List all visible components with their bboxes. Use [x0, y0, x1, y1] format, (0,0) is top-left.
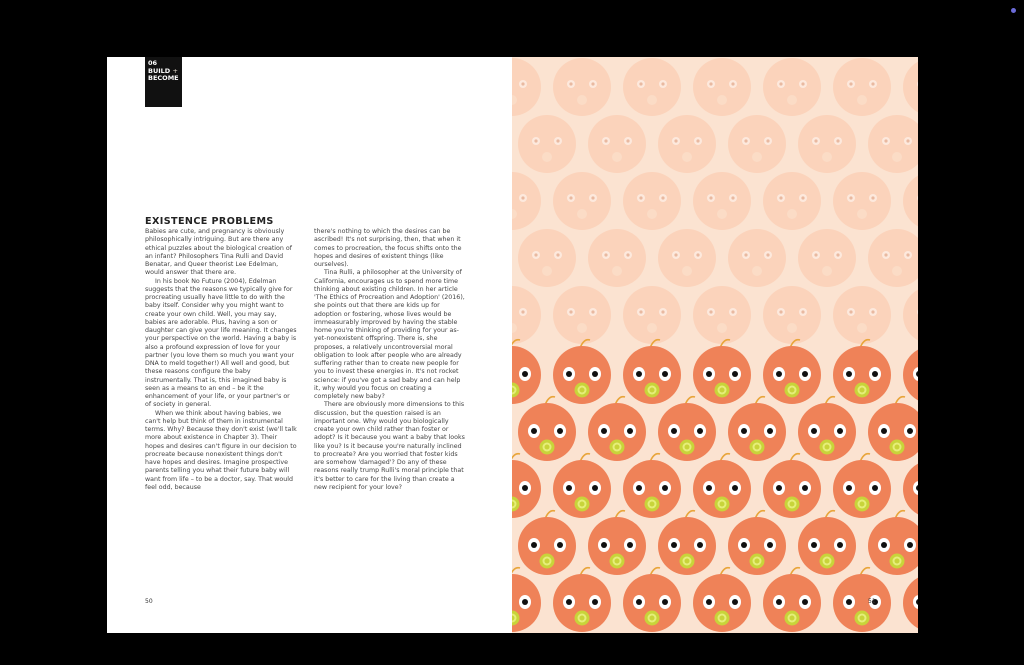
pale-pupil [591, 82, 594, 85]
pale-pacifier [752, 266, 762, 276]
eye-pupil [872, 371, 878, 377]
baby-face [728, 511, 786, 575]
pale-pupil [661, 82, 664, 85]
eye-pupil [592, 599, 598, 605]
eye-pupil [662, 371, 668, 377]
pale-pacifier [787, 209, 797, 219]
pale-pupil [779, 310, 782, 313]
pacifier-center [650, 502, 655, 507]
pale-face-circle [512, 172, 541, 230]
pale-face [763, 58, 821, 116]
pale-pupil [696, 139, 699, 142]
pacifier-center [580, 502, 585, 507]
baby-face [518, 511, 576, 575]
pale-pupil [604, 253, 607, 256]
pale-face-circle [833, 172, 891, 230]
eye-pupil [706, 599, 712, 605]
pale-pupil [871, 310, 874, 313]
pale-pupil [731, 310, 734, 313]
pacifier-center [545, 445, 550, 450]
pale-pupil [661, 196, 664, 199]
eye-pupil [811, 428, 817, 434]
pale-face [763, 172, 821, 230]
eye-pupil [566, 485, 572, 491]
baby-face [833, 454, 891, 518]
baby-face [693, 340, 751, 404]
pale-pupil [731, 196, 734, 199]
paragraph: There are obviously more dimensions to this discussion, but the question raised is an important one. Why would you biologically create your own child rather than foster or adopt? Is it because you want a baby that looks like you? Is it because you're naturally inclined to procreate? Are you worried that foster kids are somehow 'damaged'? Do any of these reasons really trump Rulli's moral principle that it's better to care for the living than create a new recipient for your love? [314, 401, 465, 491]
pale-face [903, 286, 918, 344]
baby-face [693, 568, 751, 632]
pale-pupil [591, 310, 594, 313]
eye-pupil [776, 599, 782, 605]
baby-face-pattern [512, 57, 918, 633]
pale-face [512, 58, 541, 116]
pale-pupil [626, 139, 629, 142]
pacifier-center [755, 559, 760, 564]
pale-pacifier [577, 323, 587, 333]
pale-pacifier [647, 95, 657, 105]
pale-face [518, 115, 576, 173]
pale-face [833, 286, 891, 344]
paragraph: When we think about having babies, we can't help but think of them in instrumental terms. Why? Because they don't exist (we'll talk more about existence in Chapter 3). Their hopes and desires can't figure in our decision to procreate because nonexistent things don't have hopes and desires. Imagine prospective parents telling you what their future baby will want from life – to be a doctor, say. That would feel odd, because [145, 409, 297, 491]
eye-pupil [846, 485, 852, 491]
pacifier-center [790, 616, 795, 621]
pale-pupil [626, 253, 629, 256]
pale-pacifier [577, 209, 587, 219]
pale-face-circle [763, 172, 821, 230]
pacifier-center [825, 445, 830, 450]
pale-pupil [779, 82, 782, 85]
pale-face [798, 115, 856, 173]
eye-pupil [557, 542, 563, 548]
pale-face-circle [763, 58, 821, 116]
pale-face [693, 58, 751, 116]
eye-pupil [802, 371, 808, 377]
pale-face-circle [833, 286, 891, 344]
section-word-build: BUILD [148, 66, 171, 75]
pale-face [512, 286, 541, 344]
baby-face [798, 397, 856, 461]
pale-pupil [871, 82, 874, 85]
baby-face [658, 397, 716, 461]
pale-face [728, 229, 786, 287]
page-number-right: 51 [868, 598, 876, 605]
pale-pupil [836, 253, 839, 256]
pale-face-circle [693, 172, 751, 230]
pale-pupil [534, 139, 537, 142]
pale-face-circle [658, 229, 716, 287]
pale-face-circle [693, 286, 751, 344]
pacifier-center [790, 502, 795, 507]
pale-face-circle [798, 115, 856, 173]
pacifier-center [720, 502, 725, 507]
pacifier-center [615, 445, 620, 450]
pale-pupil [604, 139, 607, 142]
pale-face-circle [658, 115, 716, 173]
pale-face [553, 286, 611, 344]
pale-face-circle [518, 115, 576, 173]
pale-pupil [661, 310, 664, 313]
pacifier-center [790, 388, 795, 393]
pacifier-center [545, 559, 550, 564]
pale-face [518, 229, 576, 287]
baby-face [512, 454, 541, 518]
pale-face [833, 172, 891, 230]
pale-face-circle [798, 229, 856, 287]
baby-face [623, 340, 681, 404]
magazine-spread [107, 57, 918, 633]
pacifier-center [650, 616, 655, 621]
eye-pupil [636, 599, 642, 605]
section-number: 06 [148, 59, 158, 67]
pale-pacifier [787, 323, 797, 333]
baby-face [798, 511, 856, 575]
eye-pupil [557, 428, 563, 434]
eye-pupil [592, 371, 598, 377]
section-tab [145, 57, 182, 107]
pale-pupil [849, 310, 852, 313]
pale-face [623, 286, 681, 344]
baby-face [833, 568, 891, 632]
pale-pupil [849, 196, 852, 199]
pale-pacifier [857, 95, 867, 105]
pale-face [728, 115, 786, 173]
pale-pupil [709, 196, 712, 199]
pale-pupil [871, 196, 874, 199]
pacifier-center [685, 559, 690, 564]
pale-pupil [534, 253, 537, 256]
plus-symbol: + [172, 66, 178, 75]
eye-pupil [697, 428, 703, 434]
pale-pacifier [822, 266, 832, 276]
eye-pupil [627, 542, 633, 548]
pale-pacifier [822, 152, 832, 162]
pale-pupil [779, 196, 782, 199]
eye-pupil [881, 428, 887, 434]
pale-pupil [766, 253, 769, 256]
pale-pacifier [577, 95, 587, 105]
pale-pacifier [787, 95, 797, 105]
eye-pupil [522, 485, 528, 491]
pale-face-circle [623, 286, 681, 344]
pale-pupil [836, 139, 839, 142]
pale-pupil [744, 139, 747, 142]
eye-pupil [907, 428, 913, 434]
pacifier-center [825, 559, 830, 564]
eye-pupil [636, 485, 642, 491]
paragraph: Tina Rulli, a philosopher at the University of California, encourages us to spend more time thinking about existing children. In her article 'The Ethics of Procreation and Adoption' (2016), she points out that there are kids up for adoption or fostering, whose lives would be immeasurably improved by having the stable home you're thinking of providing for your as-yet-nonexistent offspring. There is, she proposes, a relatively uncontroversial moral obligation to look after people who are already suffering rather than to create new people for you to invest these energies in. It's not rocket science: if you've got a sad baby and can help it, why would you focus on creating a completely new baby? [314, 269, 465, 400]
pale-face-circle [588, 229, 646, 287]
pale-pupil [591, 196, 594, 199]
eye-pupil [636, 371, 642, 377]
paragraph: Babies are cute, and pregnancy is obviously philosophically intriguing. But are there any ethical puzzles about the biological creation of an infant? Philosophers Tina Rulli and David Benatar, and Queer theorist Lee Edelman, would answer that there are. [145, 228, 292, 277]
pale-face-circle [512, 286, 541, 344]
pale-pacifier [682, 152, 692, 162]
baby-face [903, 340, 918, 404]
pale-face-circle [903, 172, 918, 230]
pale-pupil [674, 139, 677, 142]
eye-pupil [706, 485, 712, 491]
text-column-1 [145, 228, 297, 492]
pale-face-circle [903, 58, 918, 116]
paragraph: there's nothing to which the desires can be ascribed! It's not surprising, then, that when it comes to procreation, the focus shifts onto the hopes and desires of existent things (like ourselves). [314, 228, 462, 268]
pale-face-circle [728, 229, 786, 287]
eye-pupil [837, 428, 843, 434]
pale-face [868, 115, 918, 173]
pale-pupil [744, 253, 747, 256]
pale-pupil [814, 253, 817, 256]
pale-pupil [639, 196, 642, 199]
eye-pupil [566, 371, 572, 377]
pale-pupil [801, 196, 804, 199]
pale-pupil [639, 82, 642, 85]
pale-pupil [801, 82, 804, 85]
pale-pacifier [752, 152, 762, 162]
left-page [107, 57, 512, 633]
eye-pupil [522, 371, 528, 377]
pale-face-circle [518, 229, 576, 287]
baby-face [763, 568, 821, 632]
pale-pupil [521, 196, 524, 199]
pale-face [623, 58, 681, 116]
pale-face-circle [588, 115, 646, 173]
eye-pupil [522, 599, 528, 605]
pale-pupil [906, 139, 909, 142]
eye-pupil [592, 485, 598, 491]
pale-pupil [709, 310, 712, 313]
status-dot [1011, 8, 1016, 13]
baby-face [903, 454, 918, 518]
pale-pacifier [612, 152, 622, 162]
pale-face [553, 172, 611, 230]
pale-pacifier [542, 266, 552, 276]
article-heading: EXISTENCE PROBLEMS [145, 216, 274, 227]
baby-face [903, 568, 918, 632]
eye-pupil [697, 542, 703, 548]
pale-pupil [766, 139, 769, 142]
pale-pupil [674, 253, 677, 256]
eye-pupil [767, 542, 773, 548]
eye-pupil [732, 599, 738, 605]
pale-pupil [731, 82, 734, 85]
eye-pupil [732, 371, 738, 377]
pale-pacifier [892, 152, 902, 162]
baby-face [763, 454, 821, 518]
pale-face [693, 172, 751, 230]
pacifier-center [860, 388, 865, 393]
pacifier-center [755, 445, 760, 450]
pale-face-circle [903, 286, 918, 344]
pale-pacifier [647, 323, 657, 333]
baby-face [868, 397, 918, 461]
pale-pacifier [647, 209, 657, 219]
baby-face [588, 397, 646, 461]
pacifier-center [650, 388, 655, 393]
eye-pupil [837, 542, 843, 548]
pacifier-center [580, 388, 585, 393]
pale-pupil [521, 82, 524, 85]
pale-face [623, 172, 681, 230]
eye-pupil [846, 371, 852, 377]
eye-pupil [531, 542, 537, 548]
paragraph: In his book No Future (2004), Edelman suggests that the reasons we typically give for procreating usually have little to do with the baby itself. Consider why you might want to create your own child. Well, you may say, babies are adorable. Plus, having a son or daughter can give your life meaning. It changes your perspective on the world. Having a baby is also a profound expression of love for your partner (you love them so much you want your DNA to meld together!) All well and good, but these reasons configure the baby instrumentally. That is, this imagined baby is seen as a means to an end – be it the enhancement of your life, or your partner's or of society in general. [145, 277, 297, 409]
pacifier-center [860, 502, 865, 507]
pacifier-center [580, 616, 585, 621]
pale-pupil [884, 253, 887, 256]
pacifier-center [720, 388, 725, 393]
pale-face [553, 58, 611, 116]
baby-face [553, 340, 611, 404]
baby-face [763, 340, 821, 404]
pale-pupil [709, 82, 712, 85]
eye-pupil [662, 599, 668, 605]
eye-pupil [767, 428, 773, 434]
right-page-illustration [512, 57, 918, 633]
pale-pupil [569, 310, 572, 313]
pale-pupil [696, 253, 699, 256]
pale-pupil [521, 310, 524, 313]
eye-pupil [671, 428, 677, 434]
pale-pacifier [612, 266, 622, 276]
pale-face [903, 58, 918, 116]
pacifier-center [895, 445, 900, 450]
eye-pupil [802, 485, 808, 491]
pacifier-center [860, 616, 865, 621]
pacifier-center [685, 445, 690, 450]
pale-face [763, 286, 821, 344]
baby-face [512, 340, 541, 404]
eye-pupil [907, 542, 913, 548]
pale-face [512, 172, 541, 230]
pale-pacifier [857, 323, 867, 333]
pale-face-circle [623, 58, 681, 116]
pale-pupil [556, 139, 559, 142]
pacifier-center [615, 559, 620, 564]
eye-pupil [811, 542, 817, 548]
pale-face-circle [553, 172, 611, 230]
pacifier-center [895, 559, 900, 564]
pale-pupil [569, 196, 572, 199]
pale-face [868, 229, 918, 287]
pale-pupil [556, 253, 559, 256]
baby-face [623, 454, 681, 518]
pale-pupil [814, 139, 817, 142]
pale-pacifier [717, 95, 727, 105]
pale-pupil [906, 253, 909, 256]
pale-face-circle [763, 286, 821, 344]
eye-pupil [741, 428, 747, 434]
eye-pupil [741, 542, 747, 548]
pale-pacifier [717, 209, 727, 219]
eye-pupil [872, 485, 878, 491]
eye-pupil [776, 371, 782, 377]
baby-face [512, 568, 541, 632]
baby-face [518, 397, 576, 461]
baby-face [728, 397, 786, 461]
eye-pupil [732, 485, 738, 491]
pale-face-circle [512, 58, 541, 116]
pale-face [833, 58, 891, 116]
pale-face [693, 286, 751, 344]
text-column-2 [314, 228, 466, 492]
pale-face-circle [553, 286, 611, 344]
baby-face [868, 511, 918, 575]
eye-pupil [566, 599, 572, 605]
page-number-left: 50 [145, 598, 153, 605]
pale-pupil [569, 82, 572, 85]
eye-pupil [627, 428, 633, 434]
pale-pacifier [857, 209, 867, 219]
pale-pupil [801, 310, 804, 313]
eye-pupil [881, 542, 887, 548]
pale-pacifier [682, 266, 692, 276]
pale-face [903, 172, 918, 230]
eye-pupil [802, 599, 808, 605]
baby-face [623, 568, 681, 632]
eye-pupil [601, 542, 607, 548]
baby-face [693, 454, 751, 518]
pacifier-center [720, 616, 725, 621]
eye-pupil [601, 428, 607, 434]
eye-pupil [846, 599, 852, 605]
eye-pupil [531, 428, 537, 434]
pale-pacifier [542, 152, 552, 162]
pale-pupil [639, 310, 642, 313]
pale-face [798, 229, 856, 287]
section-word-become: BECOME [148, 74, 179, 82]
pale-face [588, 115, 646, 173]
baby-face [553, 454, 611, 518]
eye-pupil [776, 485, 782, 491]
pale-face-circle [553, 58, 611, 116]
pale-face-circle [623, 172, 681, 230]
eye-pupil [671, 542, 677, 548]
pale-face-circle [693, 58, 751, 116]
baby-face [833, 340, 891, 404]
eye-pupil [706, 371, 712, 377]
pale-pacifier [892, 266, 902, 276]
pale-face [588, 229, 646, 287]
baby-face [588, 511, 646, 575]
pale-pupil [884, 139, 887, 142]
pale-face [658, 115, 716, 173]
pale-face-circle [833, 58, 891, 116]
eye-pupil [662, 485, 668, 491]
pale-pupil [849, 82, 852, 85]
pale-face-circle [728, 115, 786, 173]
pale-face [658, 229, 716, 287]
baby-face [553, 568, 611, 632]
pale-pacifier [717, 323, 727, 333]
baby-face [658, 511, 716, 575]
